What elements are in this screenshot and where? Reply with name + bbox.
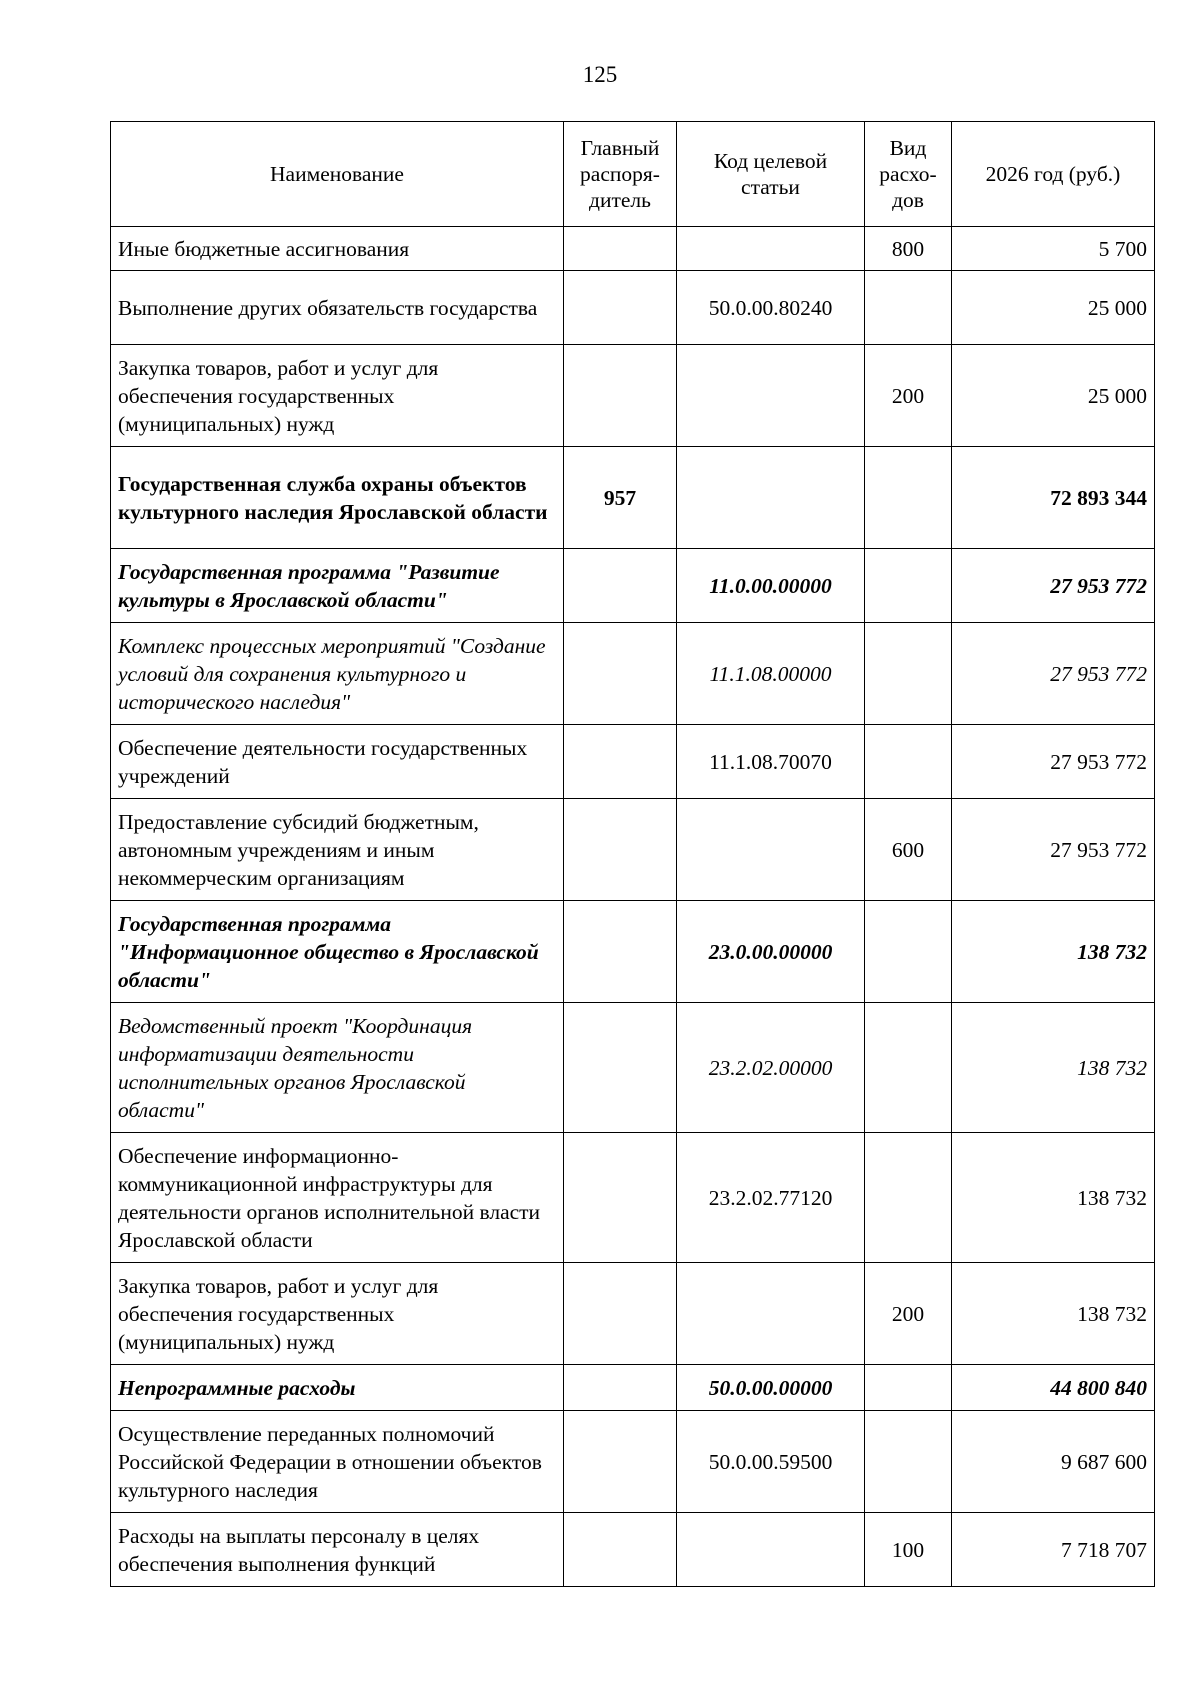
row-type [865,447,952,549]
table-row [111,345,1155,447]
row-admin [564,901,677,1003]
row-type [865,1003,952,1133]
budget-table [110,121,1155,1587]
row-admin [564,799,677,901]
row-amount: 27 953 772 [952,623,1155,725]
table-row [111,799,1155,901]
row-amount: 72 893 344 [952,447,1155,549]
row-code: 50.0.00.80240 [677,271,865,345]
header-admin: Главный распоря-дитель [564,122,677,227]
row-name: Осуществление переданных полномочий Российской Федерации в отношении объектов культурного наследия [111,1411,564,1513]
row-type [865,901,952,1003]
row-name: Государственная программа "Развитие культуры в Ярославской области" [111,549,564,623]
row-type [865,1411,952,1513]
row-type [865,271,952,345]
table-row [111,901,1155,1003]
row-code [677,1263,865,1365]
row-type: 600 [865,799,952,901]
row-amount: 27 953 772 [952,725,1155,799]
row-admin [564,1411,677,1513]
row-amount: 138 732 [952,1133,1155,1263]
row-name: Комплекс процессных мероприятий "Создание условий для сохранения культурного и исторического наследия" [111,623,564,725]
table-row [111,725,1155,799]
table-row [111,1513,1155,1587]
table-row [111,1263,1155,1365]
row-code: 23.0.00.00000 [677,901,865,1003]
row-amount: 25 000 [952,271,1155,345]
table-row [111,1003,1155,1133]
row-amount: 44 800 840 [952,1365,1155,1411]
row-name: Закупка товаров, работ и услуг для обеспечения государственных (муниципальных) нужд [111,1263,564,1365]
row-amount: 138 732 [952,1003,1155,1133]
table-row [111,227,1155,271]
page-number: 125 [582,62,618,87]
row-admin [564,549,677,623]
row-admin [564,1003,677,1133]
row-code: 50.0.00.59500 [677,1411,865,1513]
row-type: 200 [865,345,952,447]
row-type: 100 [865,1513,952,1587]
row-code: 50.0.00.00000 [677,1365,865,1411]
row-code: 11.1.08.00000 [677,623,865,725]
row-admin [564,271,677,345]
table-row [111,271,1155,345]
row-name: Закупка товаров, работ и услуг для обеспечения государственных (муниципальных) нужд [111,345,564,447]
row-code [677,345,865,447]
row-admin [564,725,677,799]
row-type [865,1133,952,1263]
row-name: Ведомственный проект "Координация информатизации деятельности исполнительных органов Ярославской области" [111,1003,564,1133]
row-code: 23.2.02.00000 [677,1003,865,1133]
row-amount: 7 718 707 [952,1513,1155,1587]
row-name: Предоставление субсидий бюджетным, автономным учреждениям и иным некоммерческим организациям [111,799,564,901]
header-type: Вид расхо-дов [865,122,952,227]
table-row [111,1133,1155,1263]
row-name: Расходы на выплаты персоналу в целях обеспечения выполнения функций [111,1513,564,1587]
row-type: 200 [865,1263,952,1365]
row-amount: 27 953 772 [952,799,1155,901]
row-amount: 25 000 [952,345,1155,447]
row-amount: 9 687 600 [952,1411,1155,1513]
row-amount: 27 953 772 [952,549,1155,623]
row-admin [564,1365,677,1411]
table-row [111,549,1155,623]
row-code [677,227,865,271]
header-name: Наименование [111,122,564,227]
table-row [111,1365,1155,1411]
row-name: Государственная программа "Информационное общество в Ярославской области" [111,901,564,1003]
row-type [865,725,952,799]
row-name: Выполнение других обязательств государства [111,271,564,345]
row-admin [564,623,677,725]
table-row [111,1411,1155,1513]
row-name: Иные бюджетные ассигнования [111,227,564,271]
row-type [865,549,952,623]
header-row [111,122,1155,227]
header-amount: 2026 год (руб.) [952,122,1155,227]
row-code: 11.0.00.00000 [677,549,865,623]
row-type [865,623,952,725]
row-name: Обеспечение деятельности государственных учреждений [111,725,564,799]
row-type: 800 [865,227,952,271]
table-row [111,447,1155,549]
row-code: 11.1.08.70070 [677,725,865,799]
row-code: 23.2.02.77120 [677,1133,865,1263]
row-code [677,447,865,549]
row-name: Непрограммные расходы [111,1365,564,1411]
table-row [111,623,1155,725]
row-admin [564,1513,677,1587]
row-type [865,1365,952,1411]
row-name: Государственная служба охраны объектов культурного наследия Ярославской области [111,447,564,549]
row-admin [564,227,677,271]
row-admin [564,1263,677,1365]
row-admin [564,1133,677,1263]
row-amount: 5 700 [952,227,1155,271]
row-admin [564,345,677,447]
row-amount: 138 732 [952,1263,1155,1365]
row-code [677,1513,865,1587]
header-code: Код целевой статьи [677,122,865,227]
row-amount: 138 732 [952,901,1155,1003]
row-name: Обеспечение информационно-коммуникационной инфраструктуры для деятельности органов исполнительной власти Ярославской области [111,1133,564,1263]
row-admin: 957 [564,447,677,549]
row-code [677,799,865,901]
